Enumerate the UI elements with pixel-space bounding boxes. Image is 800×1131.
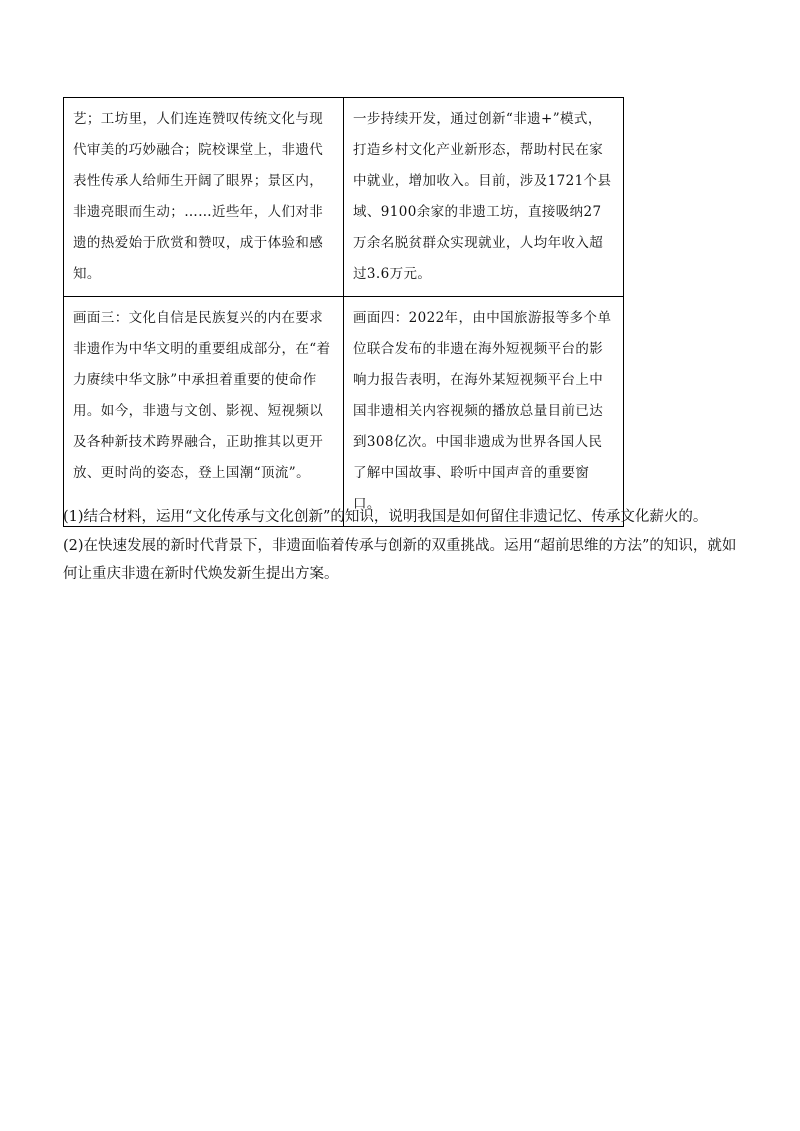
questions bbox=[63, 503, 739, 589]
question-2: (2)在快速发展的新时代背景下，非遗面临着传承与创新的双重挑战。运用“超前思维的方法”的知识，就如何让重庆非遗在新时代焕发新生提出方案。 bbox=[63, 538, 737, 582]
table-cell-scene-four: 画面四：2022年，由中国旅游报等多个单位联合发布的非遗在海外短视频平台的影响力报告表明，在海外某短视频平台上中国非遗相关内容视频的播放总量目前已达到308亿次。中国非遗成为世界各国人民了解中国故事、聆听中国声音的重要窗口。 bbox=[344, 297, 624, 527]
table-row bbox=[64, 297, 624, 527]
table-row bbox=[64, 98, 624, 297]
material-table bbox=[63, 97, 624, 527]
question-1: (1)结合材料，运用“文化传承与文化创新”的知识，说明我国是如何留住非遗记忆、传承文化薪火的。 bbox=[63, 509, 708, 525]
table-cell-poverty-alleviation: 一步持续开发，通过创新“非遗+”模式，打造乡村文化产业新形态，帮助村民在家中就业，增加收入。目前，涉及1721个县域、9100余家的非遗工坊，直接吸纳27万余名脱贫群众实现就业，人均年收入超过3.6万元。 bbox=[344, 98, 624, 297]
table-cell-scene-three: 画面三：文化自信是民族复兴的内在要求非遗作为中华文明的重要组成部分，在“着力赓续中华文脉”中承担着重要的使命作用。如今，非遗与文创、影视、短视频以及各种新技术跨界融合，正助推其以更开放、更时尚的姿态，登上国潮“顶流”。 bbox=[64, 297, 344, 527]
table-cell-scene-two-continued: 艺；工坊里，人们连连赞叹传统文化与现代审美的巧妙融合；院校课堂上，非遗代表性传承人给师生开阔了眼界；景区内，非遗亮眼而生动；……近些年，人们对非遗的热爱始于欣赏和赞叹，成于体验和感知。 bbox=[64, 98, 344, 297]
